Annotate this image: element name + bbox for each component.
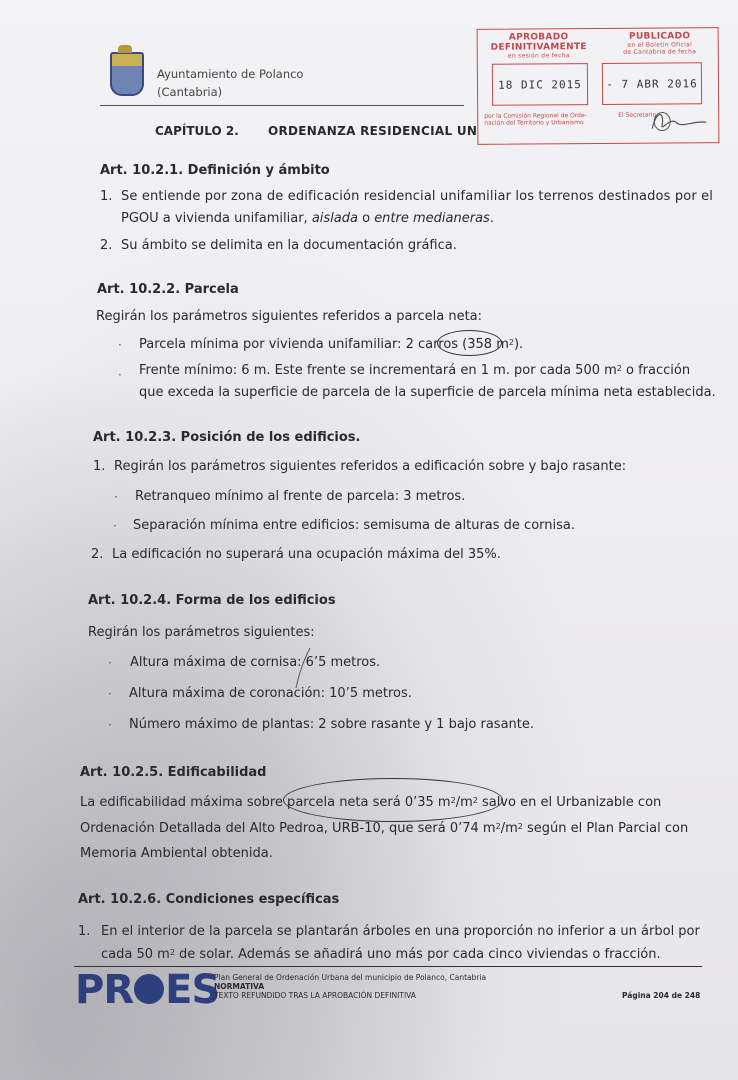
list-number: 2. <box>91 547 104 562</box>
bullet-text: Número máximo de plantas: 2 sobre rasante y 1 bajo rasante. <box>129 717 535 732</box>
text-run: ). <box>513 337 524 352</box>
logo-text: PR <box>75 967 134 1013</box>
paragraph-text: En el interior de la parcela se plantarán árboles en una proporción no inferior a un árbol por <box>101 924 700 939</box>
header-divider <box>100 105 464 106</box>
superscript: 2 <box>517 822 523 831</box>
paragraph-text: La edificación no superará una ocupación máxima del 35%. <box>112 547 501 562</box>
text-run: salvo en el Urbanizable con <box>477 795 662 810</box>
stamp-approved-foot-1: por la Comisión Regional de Orde- <box>484 112 587 120</box>
org-name: Ayuntamiento de Polanco <box>157 67 304 81</box>
text-run: según el Plan Parcial con <box>522 821 689 836</box>
paragraph-text <box>121 210 494 228</box>
handwritten-circle-annotation <box>437 330 502 356</box>
bullet-text: Separación mínima entre edificios: semisuma de alturas de cornisa. <box>133 518 575 533</box>
footer-plan-title: Plan General de Ordenación Urbana del municipio de Polanco, Cantabria <box>214 973 487 982</box>
paragraph-text: Memoria Ambiental obtenida. <box>80 846 273 861</box>
superscript: 2 <box>169 948 175 957</box>
signature-icon <box>646 106 712 136</box>
text-run: cada 50 m <box>101 947 170 962</box>
paragraph-text: Se entiende por zona de edificación residencial unifamiliar los terrenos destinados por el <box>121 189 714 204</box>
bullet-icon: · <box>118 338 122 352</box>
list-number: 1. <box>78 924 91 939</box>
text-run: PGOU a vivienda unifamiliar, <box>121 211 312 226</box>
text-run: /m <box>455 795 473 810</box>
bullet-text: Altura máxima de coronación: 10’5 metros. <box>129 686 412 701</box>
bullet-text: Retranqueo mínimo al frente de parcela: 3 metros. <box>135 489 466 504</box>
stamp-published-title: PUBLICADO <box>628 31 691 42</box>
stamp-published-date: - 7 ABR 2016 <box>602 62 702 105</box>
section-heading-10-2-4: Art. 10.2.4. Forma de los edificios <box>88 593 336 608</box>
text-run: de solar. Además se añadirá uno más por cada cinco viviendas o fracción. <box>174 947 661 962</box>
stamp-published-sub-1: en el Boletín Oficial <box>627 41 693 49</box>
footer-page-number: Página 204 de 248 <box>622 991 701 1000</box>
section-heading-10-2-5: Art. 10.2.5. Edificabilidad <box>80 765 267 780</box>
bullet-text <box>139 362 690 380</box>
pen-mark-annotation <box>286 646 326 690</box>
section-heading-10-2-3: Art. 10.2.3. Posición de los edificios. <box>93 430 361 445</box>
stamp-approved-sub: en sesión de fecha <box>507 52 570 60</box>
superscript: 2 <box>508 338 514 347</box>
paragraph-text: Regirán los parámetros siguientes referidos a parcela neta: <box>96 309 483 324</box>
chapter-title: ORDENANZA RESIDENCIAL UN <box>268 124 478 138</box>
paragraph-text: Su ámbito se delimita en la documentación gráfica. <box>121 238 457 253</box>
footer-texto: TEXTO REFUNDIDO TRAS LA APROBACIÓN DEFINITIVA <box>214 991 416 1000</box>
bullet-icon: · <box>108 656 112 670</box>
text-run: /m <box>500 821 518 836</box>
text-run: . <box>489 211 494 226</box>
superscript: 2 <box>495 822 501 831</box>
stamp-published-sub-2: de Cantabria de fecha <box>623 48 697 56</box>
superscript: 2 <box>616 364 622 373</box>
section-heading-10-2-2: Art. 10.2.2. Parcela <box>97 282 239 297</box>
paragraph-text <box>80 820 688 838</box>
text-italic: entre medianeras <box>374 211 490 226</box>
paragraph-text: Regirán los parámetros siguientes referidos a edificación sobre y bajo rasante: <box>114 459 627 474</box>
bullet-icon: · <box>114 490 118 504</box>
text-run: Ordenación Detallada del Alto Pedroa, URB-10, que será 0’74 m <box>80 821 496 836</box>
list-number: 2. <box>100 238 113 253</box>
bullet-text-cont: que exceda la superficie de parcela de la superficie de parcela mínima neta establecida. <box>139 385 716 400</box>
text-run: Parcela mínima por vivienda unifamiliar: 2 carros (358 m <box>139 337 509 352</box>
superscript: 2 <box>472 796 478 805</box>
chapter-label: CAPÍTULO 2. <box>155 124 239 138</box>
footer-normativa: NORMATIVA <box>214 982 265 991</box>
stamp-approved-title: APROBADO <box>508 32 569 43</box>
bullet-icon: · <box>108 687 112 701</box>
text-italic: aislada <box>311 211 358 226</box>
logo-text: ES <box>165 967 220 1013</box>
org-region: (Cantabria) <box>157 85 223 99</box>
text-run: o fracción <box>621 363 691 378</box>
superscript: 2 <box>450 796 456 805</box>
bullet-text: Altura máxima de cornisa: 6’5 metros. <box>130 655 381 670</box>
handwritten-circle-annotation <box>283 778 503 822</box>
municipal-crest-icon <box>110 52 144 96</box>
paragraph-text: Regirán los parámetros siguientes: <box>88 625 315 640</box>
bullet-icon: · <box>108 718 112 732</box>
list-number: 1. <box>100 189 113 204</box>
text-run: La edificabilidad máxima sobre parcela neta será 0’35 m <box>80 795 451 810</box>
text-run: o <box>357 211 375 226</box>
stamp-approved-date: 18 DIC 2015 <box>492 63 588 106</box>
text-run: Frente mínimo: 6 m. Este frente se incrementará en 1 m. por cada 500 m <box>139 363 617 378</box>
approval-stamp <box>477 27 720 145</box>
logo-o-dot-icon <box>134 974 164 1004</box>
proes-logo <box>75 967 220 1013</box>
stamp-approved-foot-2: nación del Territorio y Urbanismo <box>484 119 584 127</box>
bullet-icon: · <box>118 368 122 382</box>
section-heading-10-2-1: Art. 10.2.1. Definición y ámbito <box>100 163 330 178</box>
stamp-approved-title-2: DEFINITIVAMENTE <box>490 42 587 53</box>
paragraph-text <box>101 946 661 964</box>
list-number: 1. <box>93 459 106 474</box>
stamp-published-foot: El Secretario, <box>618 111 659 119</box>
section-heading-10-2-6: Art. 10.2.6. Condiciones específicas <box>78 892 340 907</box>
bullet-icon: · <box>113 519 117 533</box>
